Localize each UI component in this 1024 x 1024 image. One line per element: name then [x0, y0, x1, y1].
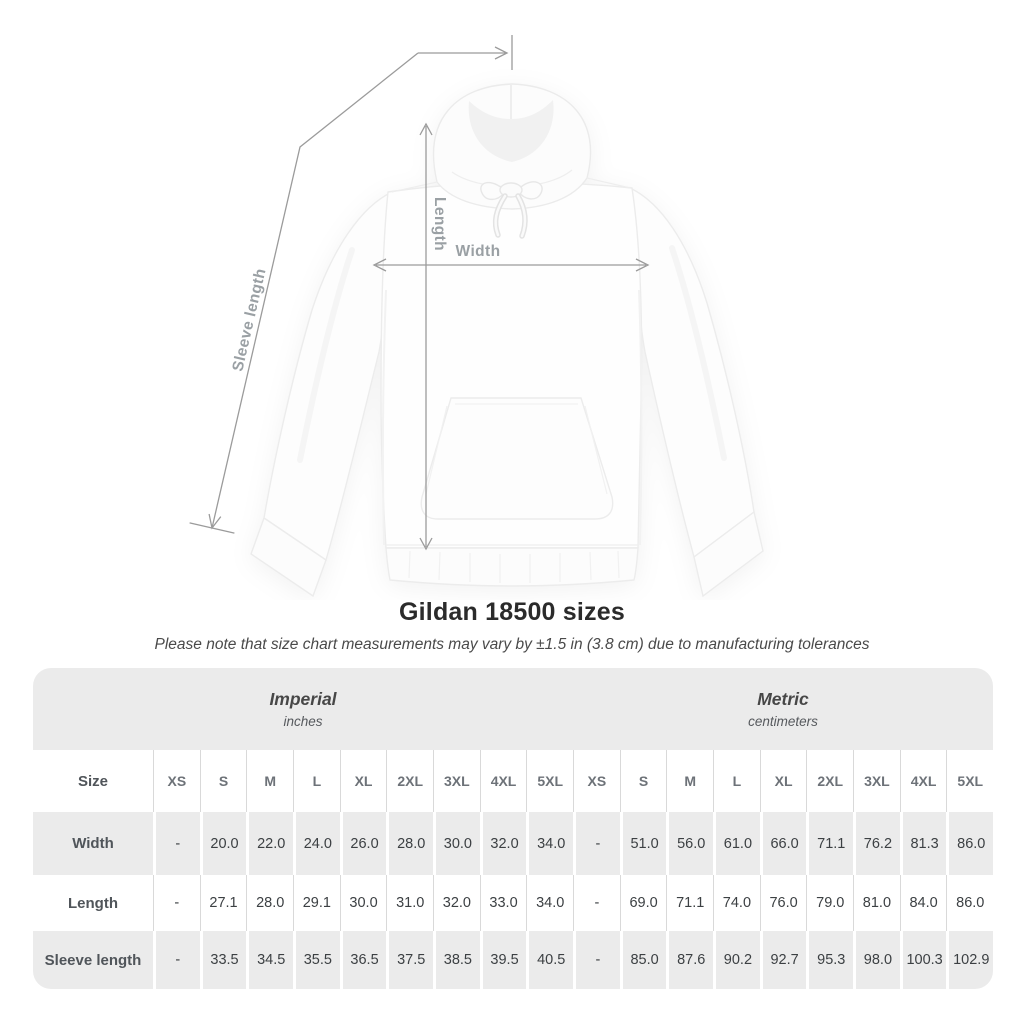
- imperial-section-header: [33, 668, 573, 750]
- measurement-cell: 34.5: [246, 931, 293, 989]
- metric-unit: centimeters: [748, 714, 818, 729]
- length-label: Length: [431, 196, 448, 252]
- size-column-header: Size: [77, 772, 108, 790]
- measurement-cell: -: [153, 812, 200, 875]
- measurement-cell: 81.3: [900, 812, 947, 875]
- size-col-imperial-m: M: [246, 750, 293, 812]
- size-col-metric-2xl: 2XL: [806, 750, 853, 812]
- measurement-cell: 27.1: [200, 875, 247, 931]
- measurement-cell: 24.0: [293, 812, 340, 875]
- measurement-cell: -: [573, 931, 620, 989]
- row-label: Width: [72, 835, 114, 852]
- size-col-metric-s: S: [620, 750, 667, 812]
- measurement-cell: 36.5: [340, 931, 387, 989]
- unit-header-band: [33, 668, 993, 750]
- measurement-cell: 34.0: [526, 812, 573, 875]
- size-col-imperial-xl: XL: [340, 750, 387, 812]
- size-col-metric-l: L: [713, 750, 760, 812]
- hoodie-pocket: [421, 398, 612, 519]
- measurement-cell: 92.7: [760, 931, 807, 989]
- size-header-row: [33, 750, 993, 812]
- measurement-cell: 85.0: [620, 931, 667, 989]
- measurement-cell: 22.0: [246, 812, 293, 875]
- measurement-cell: 71.1: [806, 812, 853, 875]
- measurement-cell: 81.0: [853, 875, 900, 931]
- size-col-metric-5xl: 5XL: [946, 750, 993, 812]
- size-col-metric-4xl: 4XL: [900, 750, 947, 812]
- measurement-cell: -: [573, 875, 620, 931]
- measurement-cell: 29.1: [293, 875, 340, 931]
- hoodie-hem-band: [386, 548, 638, 586]
- measurement-cell: 100.3: [900, 931, 947, 989]
- measurement-cell: 86.0: [946, 812, 993, 875]
- size-col-imperial-l: L: [293, 750, 340, 812]
- size-col-metric-m: M: [666, 750, 713, 812]
- size-table: [33, 668, 993, 989]
- imperial-title: Imperial: [269, 689, 337, 709]
- measurement-cell: 30.0: [433, 812, 480, 875]
- size-col-imperial-4xl: 4XL: [480, 750, 527, 812]
- row-label: Length: [68, 894, 118, 912]
- size-col-imperial-xs: XS: [153, 750, 200, 812]
- measurement-row-sleeve-length: [33, 931, 993, 989]
- size-col-imperial-3xl: 3XL: [433, 750, 480, 812]
- heading-block: [0, 598, 1024, 654]
- size-col-metric-xl: XL: [760, 750, 807, 812]
- size-col-metric-xs: XS: [573, 750, 620, 812]
- metric-title: Metric: [757, 689, 809, 709]
- hoodie-left-sleeve: [264, 192, 392, 560]
- measurement-cell: 38.5: [433, 931, 480, 989]
- measurement-cell: 86.0: [946, 875, 993, 931]
- measurement-cell: 66.0: [760, 812, 807, 875]
- measurement-cell: 37.5: [386, 931, 433, 989]
- size-col-imperial-5xl: 5XL: [526, 750, 573, 812]
- measurement-cell: 90.2: [713, 931, 760, 989]
- width-label: Width: [455, 243, 501, 260]
- measurement-cell: 31.0: [386, 875, 433, 931]
- measurement-cell: 20.0: [200, 812, 247, 875]
- imperial-unit: inches: [283, 714, 323, 729]
- measurement-cell: 32.0: [480, 812, 527, 875]
- size-col-imperial-2xl: 2XL: [386, 750, 433, 812]
- measurement-cell: 69.0: [620, 875, 667, 931]
- measurement-cell: 33.5: [200, 931, 247, 989]
- measurement-cell: 40.5: [526, 931, 573, 989]
- measurement-cell: 51.0: [620, 812, 667, 875]
- measurement-cell: 71.1: [666, 875, 713, 931]
- measurement-cell: 32.0: [433, 875, 480, 931]
- measurement-cell: -: [153, 875, 200, 931]
- measurement-cell: 28.0: [246, 875, 293, 931]
- measurement-cell: 95.3: [806, 931, 853, 989]
- measurement-cell: 39.5: [480, 931, 527, 989]
- measurement-cell: 30.0: [340, 875, 387, 931]
- size-col-imperial-s: S: [200, 750, 247, 812]
- measurement-cell: 33.0: [480, 875, 527, 931]
- measurement-cell: 56.0: [666, 812, 713, 875]
- measurement-cell: 34.0: [526, 875, 573, 931]
- measurement-cell: 74.0: [713, 875, 760, 931]
- measurement-cell: -: [153, 931, 200, 989]
- metric-section-header: [573, 668, 993, 750]
- measurement-cell: 102.9: [946, 931, 993, 989]
- page-subtitle: Please note that size chart measurements may vary by ±1.5 in (3.8 cm) due to manufacturing tolerances: [154, 636, 870, 653]
- measurement-cell: 76.2: [853, 812, 900, 875]
- measurement-cell: 61.0: [713, 812, 760, 875]
- measurement-cell: 98.0: [853, 931, 900, 989]
- size-col-metric-3xl: 3XL: [853, 750, 900, 812]
- measurement-cell: 26.0: [340, 812, 387, 875]
- measurement-cell: 76.0: [760, 875, 807, 931]
- sleeve-length-label: Sleeve length: [229, 266, 270, 374]
- measurement-cell: 87.6: [666, 931, 713, 989]
- measurement-cell: 35.5: [293, 931, 340, 989]
- hoodie-right-sleeve: [630, 188, 754, 557]
- measurement-row-width: [33, 812, 993, 875]
- measurement-cell: 79.0: [806, 875, 853, 931]
- measurement-cell: 84.0: [900, 875, 947, 931]
- page-title: Gildan 18500 sizes: [399, 598, 625, 626]
- measurement-row-length: [33, 875, 993, 931]
- measurement-cell: 28.0: [386, 812, 433, 875]
- hoodie-illustration: [251, 84, 763, 596]
- size-table-rows: [33, 750, 993, 989]
- row-label: Sleeve length: [44, 951, 142, 969]
- measurement-cell: -: [573, 812, 620, 875]
